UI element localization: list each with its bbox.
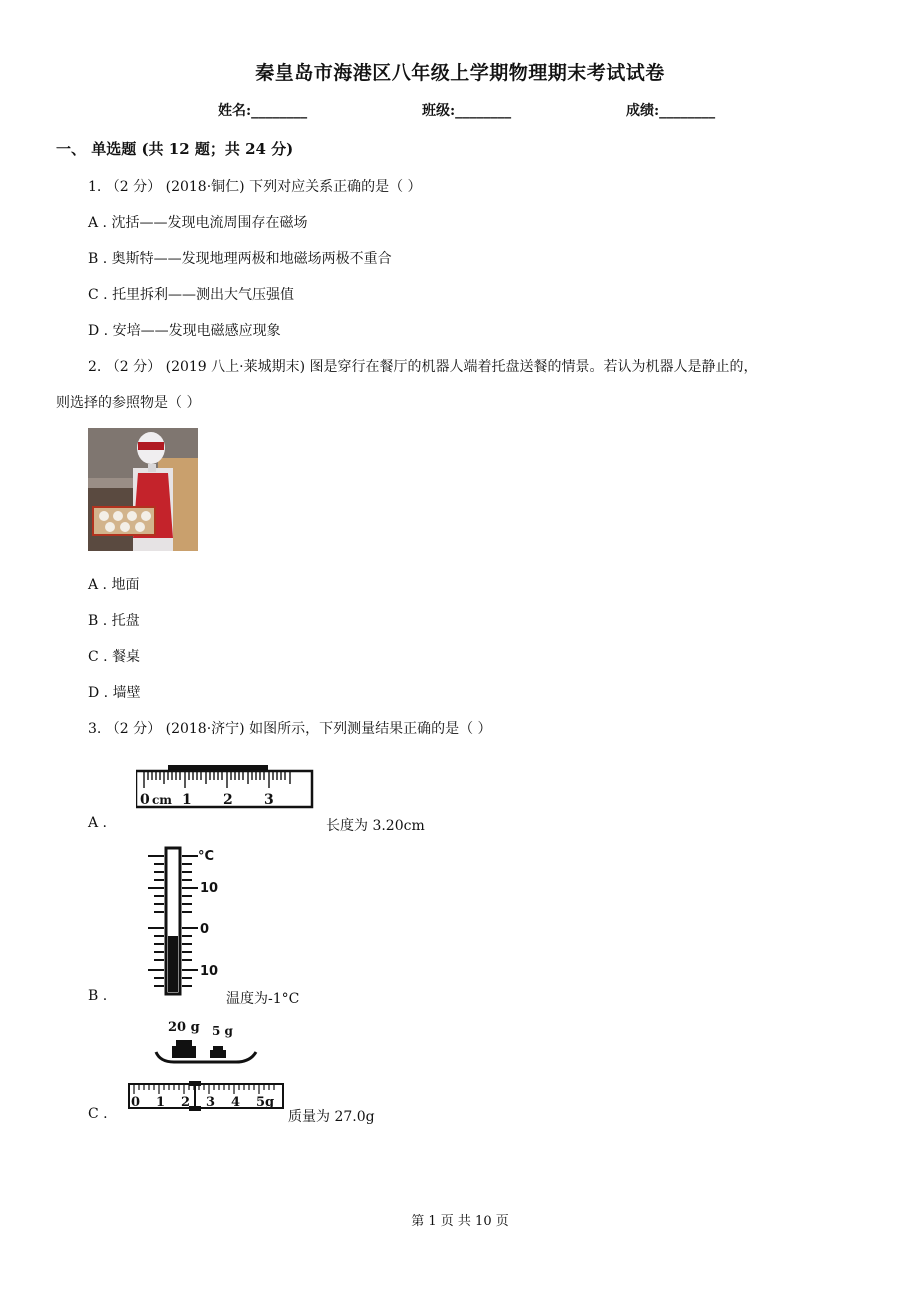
ruler-label-3: 3 — [264, 792, 274, 808]
ruler-figure — [136, 762, 316, 814]
thermo-label-unit: °C — [198, 849, 215, 864]
ruler-label-1: 1 — [182, 792, 192, 808]
question-1-option-a: A . 沈括——发现电流周围存在磁场 — [88, 215, 308, 231]
balance-scale-4: 4 — [231, 1095, 241, 1110]
question-3-stem: 3. （2 分） (2018·济宁) 如图所示，下列测量结果正确的是（ ） — [88, 721, 492, 737]
question-2-option-b: B . 托盘 — [88, 613, 140, 629]
balance-scale-0: 0 — [131, 1095, 141, 1110]
question-1-option-d: D . 安培——发现电磁感应现象 — [88, 323, 281, 339]
ruler-label-2: 2 — [223, 792, 233, 808]
question-3-option-a-letter: A . — [88, 815, 108, 831]
name-field-label: 姓名:________ — [218, 103, 308, 119]
section-title: 一、 单选题 (共 12 题；共 24 分) — [56, 140, 294, 158]
class-field-label: 班级:________ — [422, 103, 512, 119]
thermo-label-neg10: 10 — [200, 964, 219, 979]
question-2-stem-line2: 则选择的参照物是（ ） — [56, 395, 201, 411]
page-footer: 第 1 页 共 10 页 — [411, 1214, 509, 1229]
question-3-option-c-text: 质量为 27.0g — [288, 1109, 375, 1125]
weight-label-5g: 5 g — [212, 1024, 233, 1038]
question-1-option-c: C . 托里拆利——测出大气压强值 — [88, 287, 295, 303]
question-2-option-d: D . 墙壁 — [88, 685, 141, 701]
question-3-option-b-letter: B . — [88, 988, 108, 1004]
thermo-label-10: 10 — [200, 881, 219, 896]
balance-scale-2: 2 — [181, 1095, 191, 1110]
question-3-option-c-letter: C . — [88, 1106, 108, 1122]
question-1-stem: 1. （2 分） (2018·铜仁) 下列对应关系正确的是（ ） — [88, 179, 422, 195]
question-3-option-b-text: 温度为-1°C — [226, 991, 300, 1007]
question-2-option-c: C . 餐桌 — [88, 649, 141, 665]
balance-scale-1: 1 — [156, 1095, 166, 1110]
score-field-label: 成绩:________ — [626, 103, 716, 119]
thermo-label-0: 0 — [200, 922, 210, 937]
balance-scale-3: 3 — [206, 1095, 216, 1110]
page-title: 秦皇岛市海港区八年级上学期物理期末考试试卷 — [255, 62, 665, 84]
balance-figure — [126, 1018, 288, 1118]
balance-scale-5g: 5g — [256, 1095, 275, 1110]
question-3-option-a-text: 长度为 3.20cm — [326, 818, 425, 834]
question-1-option-b: B . 奥斯特——发现地理两极和地磁场两极不重合 — [88, 251, 392, 267]
question-2-option-a: A . 地面 — [88, 577, 140, 593]
weight-label-20g: 20 g — [168, 1020, 200, 1035]
ruler-label-0: 0 — [140, 792, 150, 808]
question-2-stem-line1: 2. （2 分） (2019 八上·莱城期末) 图是穿行在餐厅的机器人端着托盘送餐的情景。若认为机器人是静止的， — [88, 359, 758, 375]
ruler-label-cm: cm — [152, 793, 173, 807]
thermometer-figure — [144, 846, 234, 996]
robot-waiter-photo — [88, 428, 198, 551]
